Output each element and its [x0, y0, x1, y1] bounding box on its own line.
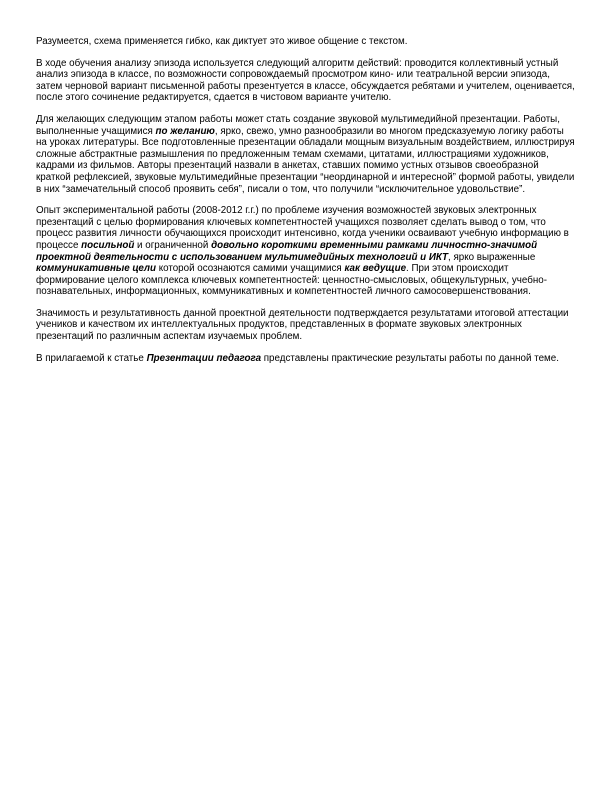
- emphasis-text: как ведущие: [344, 263, 407, 275]
- text-span: . При этом происходит формирование целого комплекса ключевых компетентностей: ценностно-смысловых, общекультурных, учебно-познавательных, информационных, коммуникативных и компетентностей личного самосовершенствования.: [36, 263, 547, 298]
- text-span: Для желающих следующим этапом работы может стать создание звуковой мультимедийной презентации. Работы, выполненные учащимися: [36, 113, 560, 137]
- paragraph-3: [36, 114, 576, 195]
- text-span: В прилагаемой к статье: [36, 352, 147, 364]
- emphasis-text: по желанию: [155, 125, 215, 137]
- text-span: и ограниченной: [134, 239, 212, 251]
- text-span: которой осознаются самими учащимися: [156, 263, 345, 275]
- paragraph-6: [36, 353, 576, 365]
- emphasis-text: Презентации педагога: [146, 352, 262, 364]
- text-span: Опыт экспериментальной работы (2008-2012 г.г.) по проблеме изучения возможностей звуковых электронных презентаций с целью формирования ключевых компетентностей учащихся позволяет сделать вывод о том, что процесс развития личности обучающихся происходит интенсивно, когда ученики осваивают учебную информацию в процессе: [36, 205, 569, 251]
- text-span: , ярко выраженные: [448, 251, 536, 263]
- text-span: , ярко, свежо, умно разнообразили во многом предсказуемую логику работы на уроках литературы. Все подготовленные презентации обладали мощным визуальным воздействием, иллюстрируя сложные абстрактные размышления по предложенным темам схемами, цитатами, иллюстрациями художников, кадрами из фильмов. Авторы презентаций назвали в анкетах, ставших помимо устных отзывов своеобразной краткой рефлексией, звуковые мультимедийные презентации “неординарной и интересной” формой работы, увидели в них “замечательный способ проявить себя”, писали о том, что получили “исключительное удовольствие”.: [36, 125, 575, 195]
- emphasis-text: коммуникативные цели: [36, 263, 156, 275]
- emphasis-text: довольно короткими временными рамками личностно-значимой проектной деятельности с использованием мультимедийных технологий и ИКТ: [36, 239, 538, 263]
- text-span: представлены практические результаты работы по данной теме.: [261, 352, 559, 364]
- document-page: [36, 36, 576, 374]
- emphasis-text: посильной: [81, 239, 135, 251]
- paragraph-2: В ходе обучения анализу эпизода используется следующий алгоритм действий: проводится коллективный устный анализ эпизода в классе, по возможности сопровождаемый просмотром кино- или театральной версии эпизода, затем черновой вариант письменной работы презентуется в классе, обсуждается ребятами и учителем, оценивается, после этого сочинение редактируется, сдается в чистовом варианте учителю.: [36, 57, 575, 104]
- paragraph-5: Значимость и результативность данной проектной деятельности подтверждается результатами итоговой аттестации учеников и качеством их интеллектуальных продуктов, представленных в формате звуковых электронных презентаций по различным аспектам изучаемых проблем.: [36, 307, 569, 343]
- paragraph-4: [36, 205, 576, 298]
- paragraph-1: Разумеется, схема применяется гибко, как диктует это живое общение с текстом.: [36, 36, 408, 47]
